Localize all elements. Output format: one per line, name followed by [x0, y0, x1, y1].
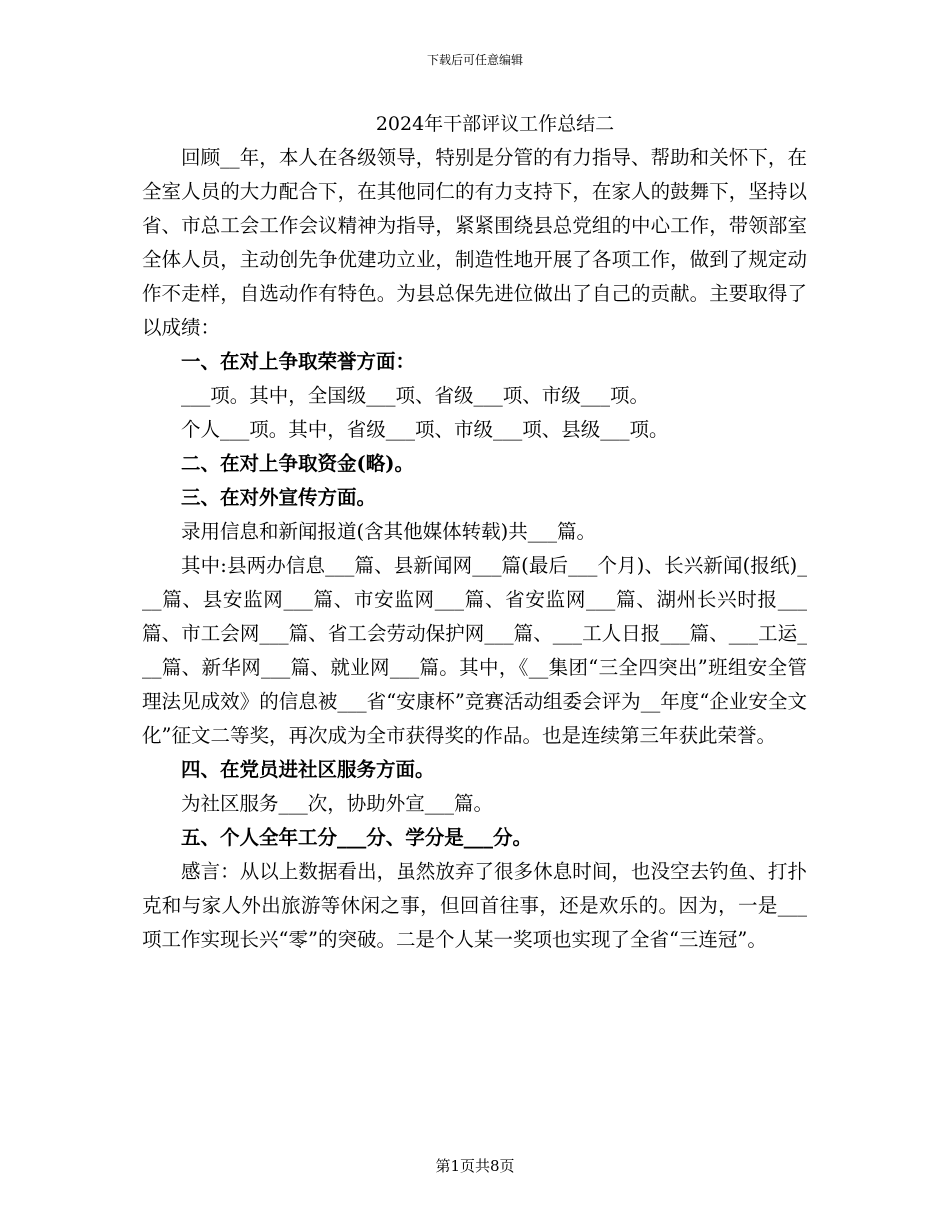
- document-title: 2024年干部评议工作总结二: [375, 113, 615, 135]
- paragraph-publicity-total: 录用信息和新闻报道(含其他媒体转载)共___篇。: [181, 520, 596, 543]
- section-heading-points: 五、个人全年工分___分、学分是___分。: [181, 826, 533, 849]
- document-body: [142, 141, 807, 957]
- page-header: 下载后可任意编辑: [426, 53, 523, 67]
- section-heading-publicity: 三、在对外宣传方面。: [181, 486, 377, 509]
- section-heading-honors: 一、在对上争取荣誉方面：: [181, 350, 416, 373]
- page-footer: 第1页共8页: [435, 1157, 515, 1175]
- paragraph-reflection: 感言：从以上数据看出，虽然放弃了很多休息时间，也没空去钓鱼、打扑克和与家人外出旅游等休闲之事，但回首往事，还是欢乐的。因为，一是___项工作实现长兴“零”的突破。二是个人某一奖项也实现了全省“三连冠”。: [142, 860, 807, 951]
- section-heading-community: 四、在党员进社区服务方面。: [181, 758, 435, 781]
- paragraph-publicity-detail: 其中:县两办信息___篇、县新闻网___篇(最后___个月)、长兴新闻(报纸)___篇、县安监网___篇、市安监网___篇、省安监网___篇、湖州长兴时报___篇、市工会网___篇、省工会劳动保护网___篇、___工人日报___篇、___工运___篇、新华网___篇、就业网___篇。其中，《__集团“三全四突出”班组安全管理法见成效》的信息被___省“安康杯”竞赛活动组委会评为__年度“企业安全文化”征文二等奖，再次成为全市获得奖的作品。也是连续第三年获此荣誉。: [142, 554, 807, 747]
- paragraph-intro: 回顾__年，本人在各级领导，特别是分管的有力指导、帮助和关怀下，在全室人员的大力配合下，在其他同仁的有力支持下，在家人的鼓舞下，坚持以省、市总工会工作会议精神为指导，紧紧围绕县总党组的中心工作，带领部室全体人员，主动创先争优建功立业，制造性地开展了各项工作，做到了规定动作不走样，自选动作有特色。为县总保先进位做出了自己的贡献。主要取得了以成绩：: [142, 146, 807, 339]
- section-heading-funding: 二、在对上争取资金(略)。: [181, 452, 414, 475]
- paragraph-honors-individual: 个人___项。其中，省级___项、市级___项、县级___项。: [181, 418, 669, 441]
- paragraph-honors-collective: ___项。其中，全国级___项、省级___项、市级___项。: [181, 384, 650, 407]
- paragraph-community: 为社区服务___次，协助外宣___篇。: [181, 792, 494, 815]
